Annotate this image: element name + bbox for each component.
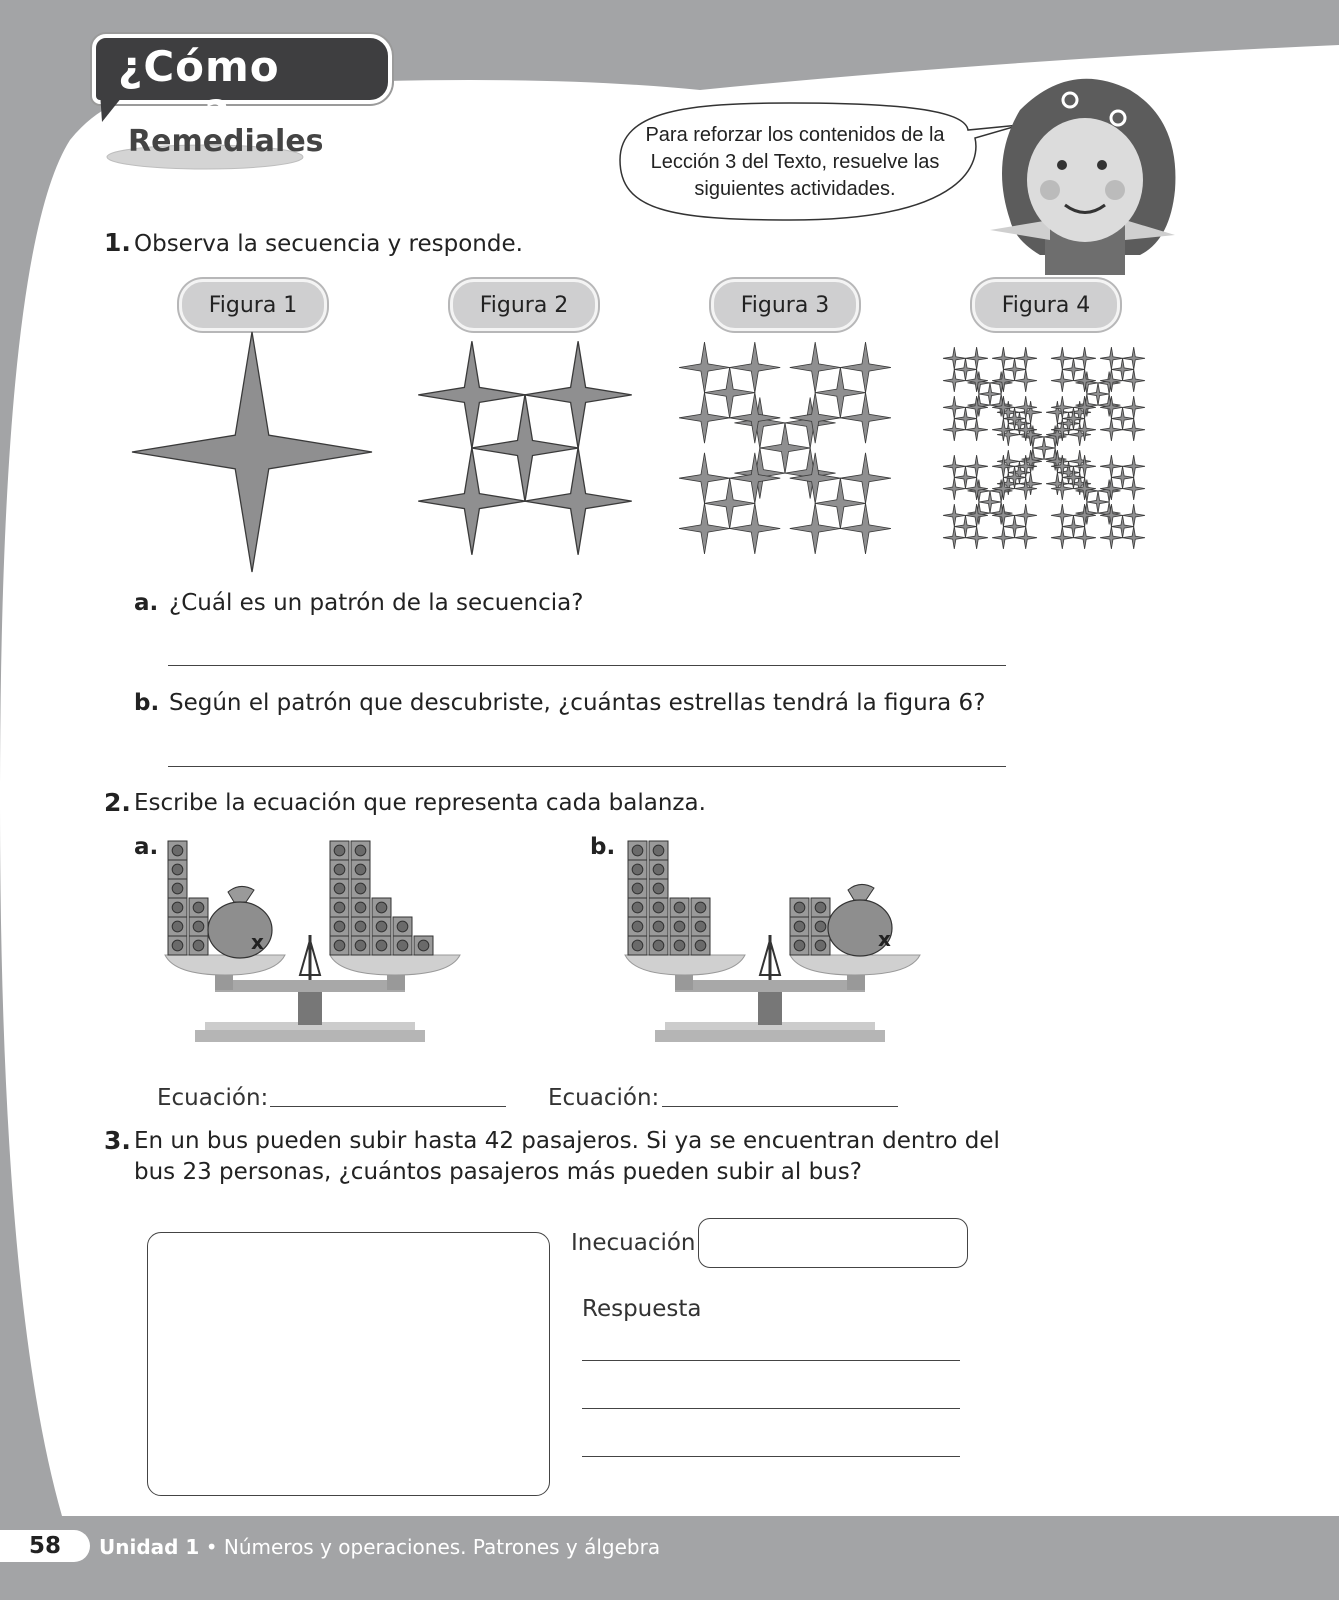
star (979, 491, 1002, 514)
star (1122, 504, 1145, 527)
star (418, 447, 525, 554)
star (1098, 480, 1121, 503)
scale-base (655, 1030, 885, 1042)
answer-label: Respuesta (582, 1296, 702, 1322)
q2a-label: a. (134, 834, 159, 860)
subtitle: Remediales (128, 124, 324, 159)
star (840, 453, 891, 504)
star (815, 367, 866, 418)
star (992, 418, 1015, 441)
star (943, 526, 966, 549)
inequation-input[interactable] (698, 1218, 968, 1268)
cube-dot (355, 845, 366, 856)
star (965, 347, 988, 370)
cube-dot (653, 940, 664, 951)
cube-dot (674, 940, 685, 951)
cube-dot (794, 902, 805, 913)
cube-dot (355, 921, 366, 932)
cube-dot (355, 940, 366, 951)
star (1087, 491, 1110, 514)
star (943, 477, 966, 500)
star (954, 358, 977, 381)
cube-dot (794, 940, 805, 951)
cube-dot (794, 921, 805, 932)
star (979, 383, 1002, 406)
cube-dot (418, 940, 429, 951)
star (968, 372, 991, 395)
cube-dot (632, 940, 643, 951)
star (132, 332, 372, 572)
star (1100, 504, 1123, 527)
star (1122, 526, 1145, 549)
cube-dot (172, 845, 183, 856)
star (1019, 472, 1042, 495)
speech-bubble-text: Para reforzar los contenidos de la Lección 3 del Texto, resuelve las siguientes actividades. (645, 124, 945, 200)
star-sequence (0, 330, 1339, 580)
star (1073, 504, 1096, 527)
cube-dot (334, 883, 345, 894)
star (1073, 455, 1096, 478)
star (1033, 437, 1056, 460)
page-title: ¿Cómo voy? (118, 42, 280, 140)
q1a-answer-line[interactable] (168, 665, 1006, 666)
cube-dot (674, 902, 685, 913)
cube-dot (172, 921, 183, 932)
star (992, 347, 1015, 370)
cube-dot (334, 902, 345, 913)
star (1019, 450, 1042, 473)
star (1100, 455, 1123, 478)
q1b-answer-line[interactable] (168, 766, 1006, 767)
star (1019, 423, 1042, 446)
bag-top (228, 886, 254, 902)
star (965, 477, 988, 500)
star (679, 392, 730, 443)
cube-dot (632, 883, 643, 894)
cube-dot (172, 864, 183, 875)
star (1073, 347, 1096, 370)
star (471, 394, 578, 501)
star (1073, 369, 1096, 392)
star (785, 448, 836, 499)
star (997, 423, 1020, 446)
star (1122, 455, 1145, 478)
star (785, 397, 836, 448)
cube-dot (695, 921, 706, 932)
pan-right (790, 955, 920, 975)
star (992, 396, 1015, 419)
bag-top (848, 884, 874, 900)
star (1111, 466, 1134, 489)
cube-dot (815, 902, 826, 913)
cube-dot (193, 902, 204, 913)
star (968, 502, 991, 525)
star (790, 392, 841, 443)
star (418, 341, 525, 448)
cube-dot (334, 845, 345, 856)
star (943, 347, 966, 370)
star (704, 367, 755, 418)
star (1014, 526, 1037, 549)
star (1098, 394, 1121, 417)
star (943, 504, 966, 527)
star (1003, 358, 1026, 381)
star (968, 480, 991, 503)
star (1100, 526, 1123, 549)
star (734, 448, 785, 499)
star (1111, 515, 1134, 538)
cube-dot (695, 940, 706, 951)
star (954, 466, 977, 489)
star (954, 407, 977, 430)
star (1014, 477, 1037, 500)
cube-dot (355, 864, 366, 875)
star (968, 394, 991, 417)
q1b-text: Según el patrón que descubriste, ¿cuántas estrellas tendrá la figura 6? (169, 690, 986, 716)
footer-text (99, 1535, 660, 1559)
star (1051, 477, 1074, 500)
star (1073, 477, 1096, 500)
q1-number: 1. (104, 228, 131, 257)
star (790, 503, 841, 554)
answer-line-1[interactable] (582, 1360, 960, 1361)
star (1111, 358, 1134, 381)
star (1073, 418, 1096, 441)
cube-dot (172, 902, 183, 913)
cube-dot (653, 864, 664, 875)
q3-number: 3. (104, 1126, 131, 1155)
cube-dot (397, 921, 408, 932)
star (965, 504, 988, 527)
equation-b-label: Ecuación: (548, 1085, 660, 1111)
cube-dot (653, 902, 664, 913)
star (790, 453, 841, 504)
star (1014, 369, 1037, 392)
inequation-label: Inecuación (571, 1230, 696, 1256)
star (965, 418, 988, 441)
girl-illustration (990, 70, 1190, 275)
star (1046, 401, 1069, 424)
star (1046, 450, 1069, 473)
q1a-text: ¿Cuál es un patrón de la secuencia? (169, 590, 584, 616)
star (679, 342, 730, 393)
cube-dot (376, 902, 387, 913)
equation-b-answer-line[interactable] (662, 1106, 898, 1107)
star (1051, 526, 1074, 549)
star (1076, 372, 1099, 395)
star (965, 369, 988, 392)
star (1014, 504, 1037, 527)
cube-dot (193, 940, 204, 951)
star (729, 342, 780, 393)
cube-dot (653, 845, 664, 856)
star (1073, 526, 1096, 549)
star (1100, 347, 1123, 370)
star (965, 526, 988, 549)
star (679, 453, 730, 504)
star (1051, 347, 1074, 370)
star (1087, 383, 1110, 406)
cube-dot (632, 864, 643, 875)
star (729, 453, 780, 504)
star (943, 396, 966, 419)
star (1111, 407, 1134, 430)
page-number: 58 (0, 1530, 90, 1562)
star (1122, 369, 1145, 392)
cube-dot (355, 902, 366, 913)
star (1122, 347, 1145, 370)
star (1122, 418, 1145, 441)
star (1068, 450, 1091, 473)
star (1014, 396, 1037, 419)
cube-dot (815, 940, 826, 951)
cube-dot (653, 921, 664, 932)
bag-a-label: x (251, 930, 264, 954)
equation-a-label: Ecuación: (157, 1085, 269, 1111)
star (1076, 502, 1099, 525)
star (992, 504, 1015, 527)
cube-dot (815, 921, 826, 932)
star (1100, 418, 1123, 441)
star (840, 342, 891, 393)
star (1122, 477, 1145, 500)
star (734, 397, 785, 448)
q3-line1: En un bus pueden subir hasta 42 pasajeros. Si ya se encuentran dentro del (134, 1128, 1000, 1154)
cube-dot (172, 883, 183, 894)
bag-b-label: x (878, 927, 891, 951)
star (1046, 423, 1069, 446)
q2b-label: b. (590, 834, 616, 860)
cube-dot (653, 883, 664, 894)
star (1062, 515, 1085, 538)
star (990, 372, 1013, 395)
star (815, 478, 866, 529)
cube-dot (632, 902, 643, 913)
star (1098, 502, 1121, 525)
star (1019, 401, 1042, 424)
star (954, 515, 977, 538)
cube-dot (397, 940, 408, 951)
star (524, 447, 631, 554)
star (992, 455, 1015, 478)
cube-dot (376, 940, 387, 951)
star (990, 502, 1013, 525)
star (679, 503, 730, 554)
star (1051, 369, 1074, 392)
star (1098, 372, 1121, 395)
scale-beam (215, 980, 405, 992)
cube-dot (193, 921, 204, 932)
star (1073, 396, 1096, 419)
work-area-box[interactable] (147, 1232, 550, 1496)
star (729, 503, 780, 554)
answer-line-3[interactable] (582, 1456, 960, 1457)
q1b-label: b. (134, 690, 160, 716)
footer-topic: Números y operaciones. Patrones y álgebra (223, 1535, 661, 1559)
figure-2-badge: Figura 2 (450, 279, 598, 331)
star (1046, 472, 1069, 495)
star (840, 503, 891, 554)
q3-line2: bus 23 personas, ¿cuántos pasajeros más pueden subir al bus? (134, 1159, 862, 1185)
star (1068, 423, 1091, 446)
star (943, 455, 966, 478)
star (704, 478, 755, 529)
cube-dot (355, 883, 366, 894)
star (1014, 347, 1037, 370)
scale-a (160, 830, 490, 1060)
footer-unit: Unidad 1 (99, 1535, 200, 1559)
q1a-label: a. (134, 590, 159, 616)
star (1051, 396, 1074, 419)
star (992, 369, 1015, 392)
q2-number: 2. (104, 788, 131, 817)
star (965, 455, 988, 478)
cube-dot (376, 921, 387, 932)
star (790, 342, 841, 393)
star (1051, 504, 1074, 527)
pan-left (165, 955, 285, 975)
star (729, 392, 780, 443)
star (524, 341, 631, 448)
star (1122, 396, 1145, 419)
cube-dot (172, 940, 183, 951)
pan-left (625, 955, 745, 975)
star (992, 477, 1015, 500)
cube-dot (334, 940, 345, 951)
star (997, 450, 1020, 473)
cube-dot (695, 902, 706, 913)
cube-dot (334, 921, 345, 932)
star (965, 396, 988, 419)
star (943, 418, 966, 441)
scale-base (195, 1030, 425, 1042)
star (760, 423, 811, 474)
scale-beam (675, 980, 865, 992)
q1-prompt: Observa la secuencia y responde. (134, 231, 523, 257)
star (1100, 396, 1123, 419)
star (992, 526, 1015, 549)
cube-dot (674, 921, 685, 932)
star (840, 392, 891, 443)
title-tag (92, 34, 392, 140)
star (1062, 358, 1085, 381)
scale-b (620, 830, 950, 1060)
equation-a-answer-line[interactable] (270, 1106, 506, 1107)
cube-dot (632, 845, 643, 856)
cube-dot (334, 864, 345, 875)
star (1100, 369, 1123, 392)
figure-1-badge: Figura 1 (179, 279, 327, 331)
star (1100, 477, 1123, 500)
q2-prompt: Escribe la ecuación que representa cada balanza. (134, 790, 706, 816)
footer-bullet: • (205, 1535, 218, 1559)
star (1003, 515, 1026, 538)
pan-right (330, 955, 460, 975)
star (943, 369, 966, 392)
answer-line-2[interactable] (582, 1408, 960, 1409)
cube-dot (632, 921, 643, 932)
figure-3-badge: Figura 3 (711, 279, 859, 331)
figure-4-badge: Figura 4 (972, 279, 1120, 331)
